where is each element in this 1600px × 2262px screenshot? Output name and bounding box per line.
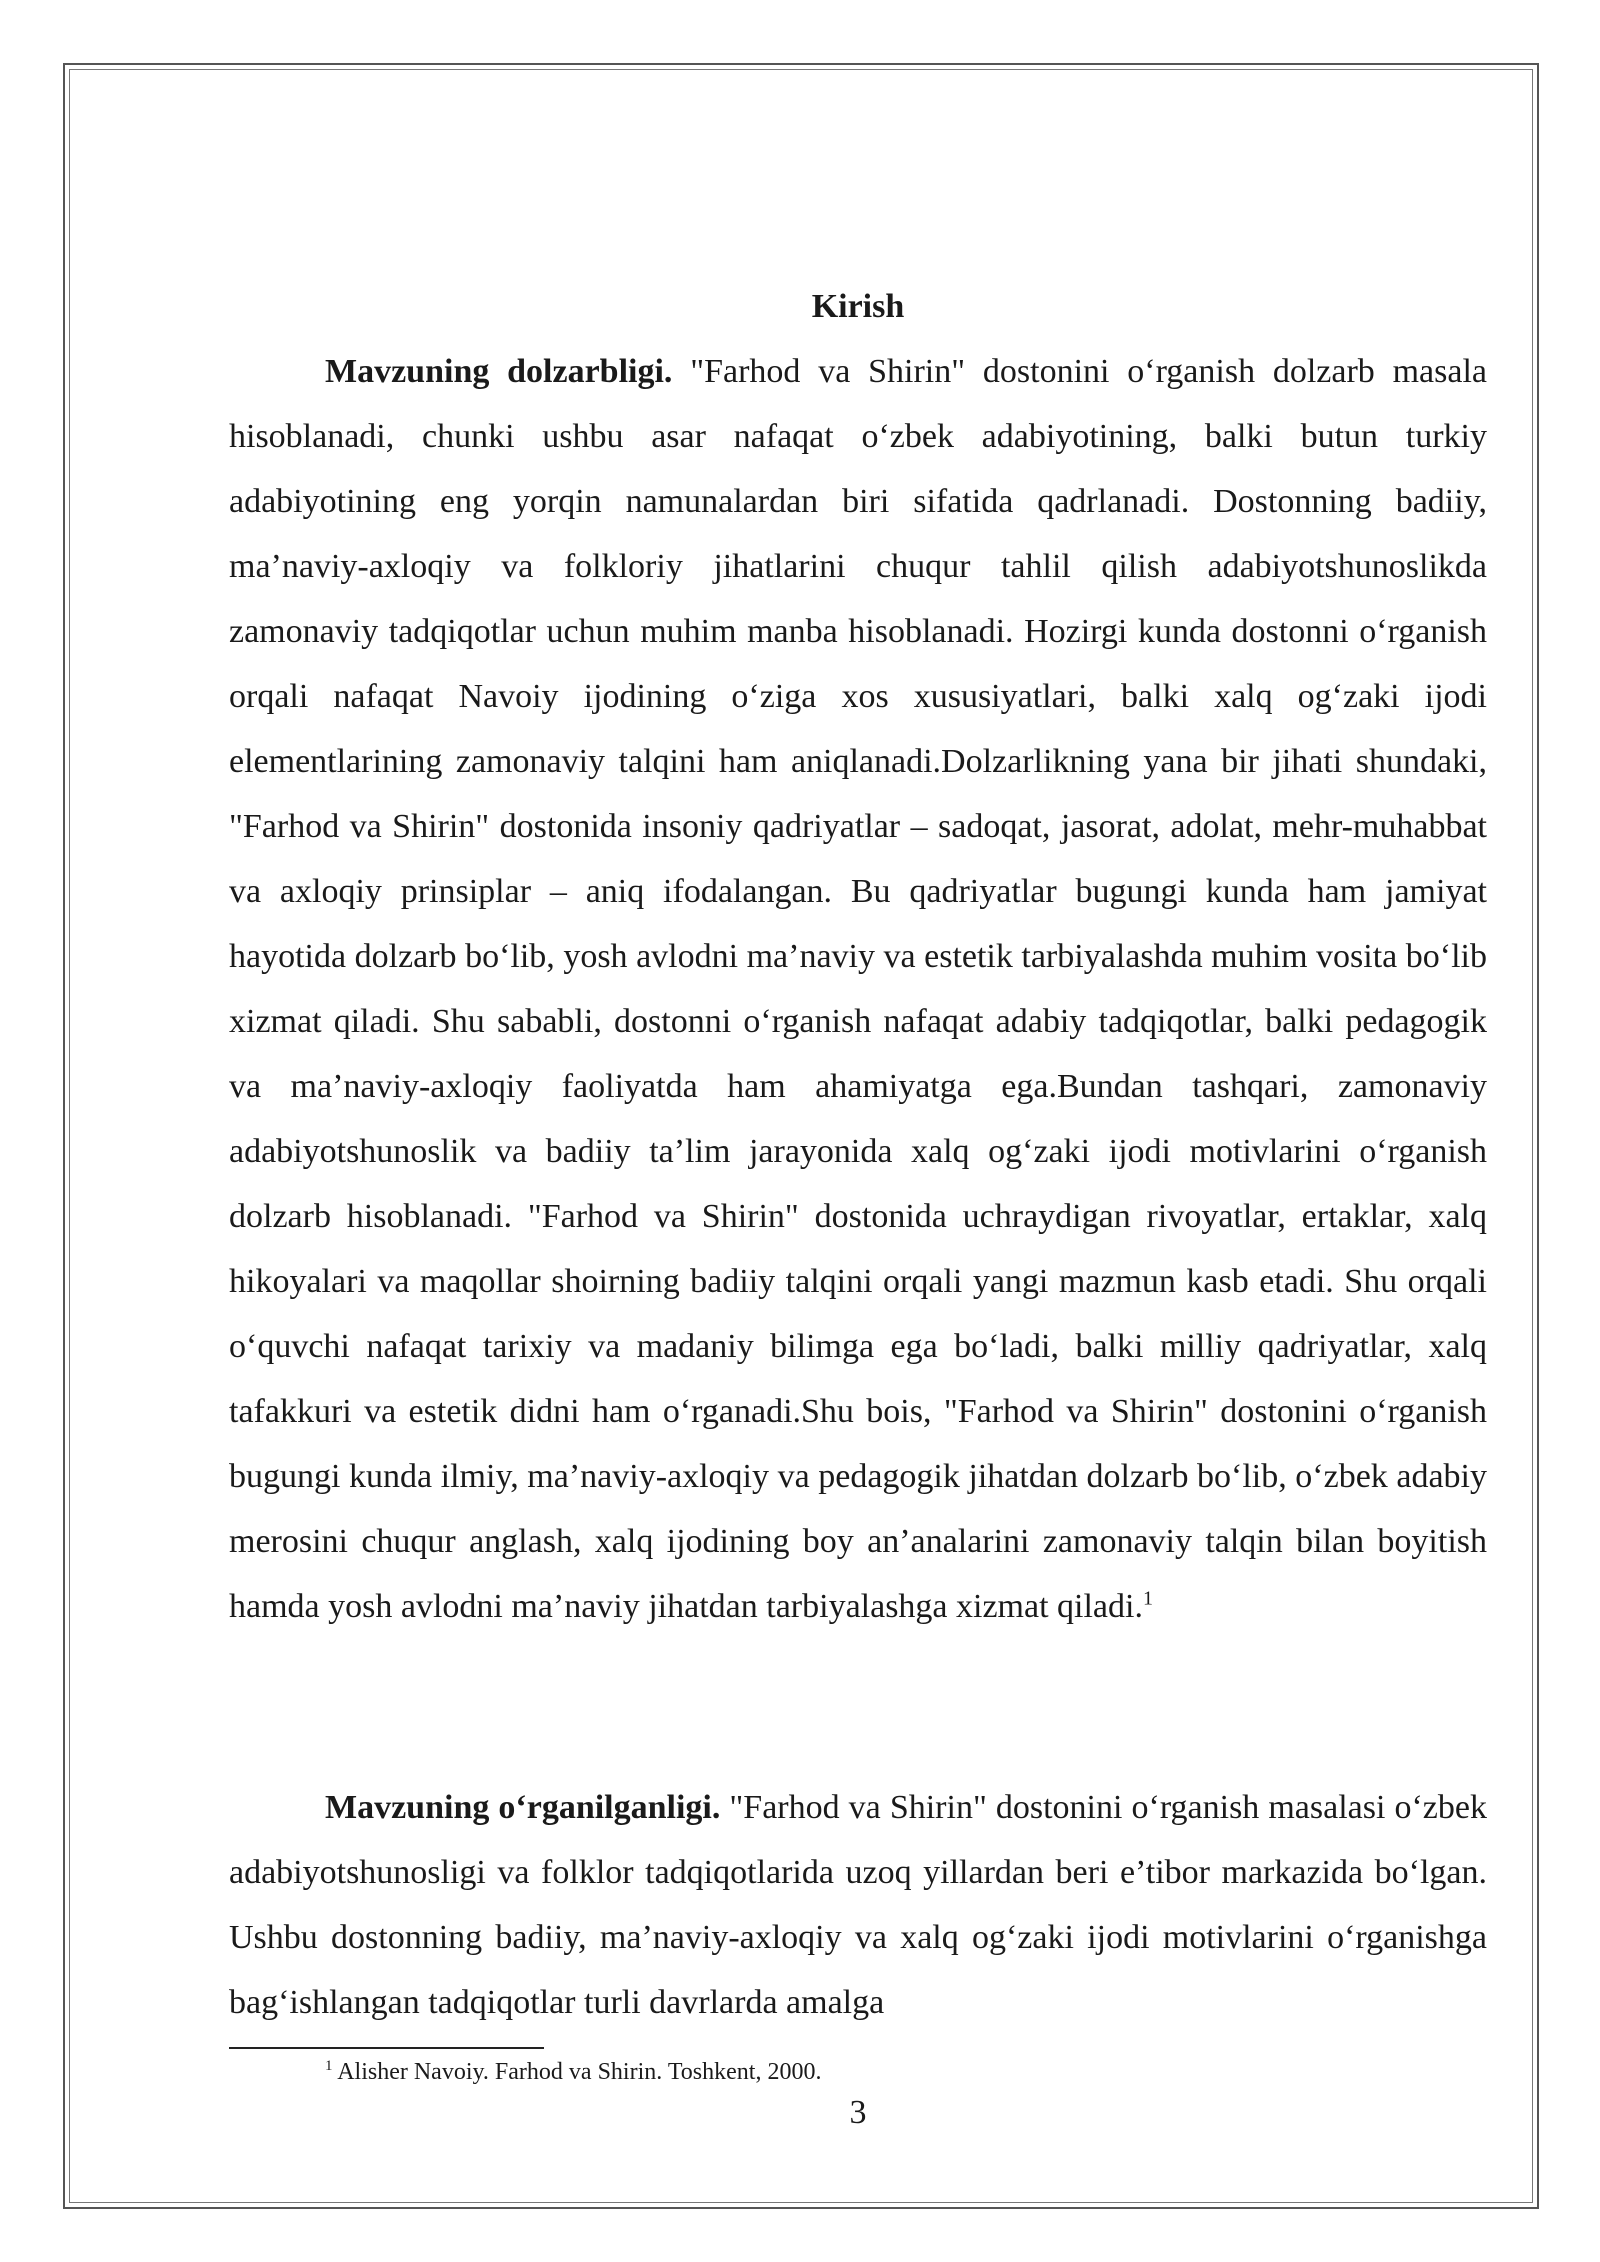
paragraph-body: "Farhod va Shirin" dostonini o‘rganish masalasi o‘zbek adabiyotshunosligi va folklor tadqiqotlarida uzoq yillardan beri e’tibor markazida bo‘lgan. Ushbu dostonning badiiy, ma’naviy-axloqiy va xalq og‘zaki ijodi motivlarini o‘rganishga bag‘ishlangan tadqiqotlar turli davrlarda amalga [229, 1789, 1487, 2021]
footnote-reference[interactable]: 1 [1142, 1587, 1153, 1610]
section-title: Kirish [811, 288, 905, 325]
footnote-text: Alisher Navoiy. Farhod va Shirin. Toshkent, 2000. [337, 2059, 822, 2085]
paragraph-lead: Mavzuning dolzarbligi. [325, 353, 673, 390]
paragraph-body: "Farhod va Shirin" dostonini o‘rganish dolzarb masala hisoblanadi, chunki ushbu asar nafaqat o‘zbek adabiyotining, balki butun turkiy adabiyotining eng yorqin namunalardan biri sifatida qadrlanadi. Dostonning badiiy, ma’naviy-axloqiy va folkloriy jihatlarini chuqur tahlil qilish adabiyotshunoslikda zamonaviy tadqiqotlar uchun muhim manba hisoblanadi. Hozirgi kunda dostonni o‘rganish orqali nafaqat Navoiy ijodining o‘ziga xos xususiyatlari, balki xalq og‘zaki ijodi elementlarining zamonaviy talqini ham aniqlanadi.Dolzarlikning yana bir jihati shundaki, "Farhod va Shirin" dostonida insoniy qadriyatlar – sadoqat, jasorat, adolat, mehr-muhabbat va axloqiy prinsiplar – aniq ifodalangan. Bu qadriyatlar bugungi kunda ham jamiyat hayotida dolzarb bo‘lib, yosh avlodni ma’naviy va estetik tarbiyalashda muhim vosita bo‘lib xizmat qiladi. Shu sababli, dostonni o‘rganish nafaqat adabiy tadqiqotlar, balki pedagogik va ma’naviy-axloqiy faoliyatda ham ahamiyatga ega.Bundan tashqari, zamonaviy adabiyotshunoslik va badiiy ta’lim jarayonida xalq og‘zaki ijodi motivlarini o‘rganish dolzarb hisoblanadi. "Farhod va Shirin" dostonida uchraydigan rivoyatlar, ertaklar, xalq hikoyalari va maqollar shoirning badiiy talqini orqali yangi mazmun kasb etadi. Shu orqali o‘quvchi nafaqat tarixiy va madaniy bilimga ega bo‘ladi, balki milliy qadriyatlar, xalq tafakkuri va estetik didni ham o‘rganadi.Shu bois, "Farhod va Shirin" dostonini o‘rganish bugungi kunda ilmiy, ma’naviy-axloqiy va pedagogik jihatdan dolzarb bo‘lib, o‘zbek adabiy merosini chuqur anglash, xalq ijodining boy an’analarini zamonaviy talqin bilan boyitish hamda yosh avlodni ma’naviy jihatdan tarbiyalashga xizmat qiladi. [229, 353, 1487, 1625]
paragraph-relevance [229, 339, 1487, 1639]
paragraph-lead: Mavzuning o‘rganilganligi. [325, 1789, 721, 1826]
footnote-separator [229, 2047, 544, 2049]
page-number: 3 [849, 2094, 867, 2131]
footnote-number: 1 [325, 2058, 333, 2074]
paragraph-studied [229, 1775, 1487, 2035]
footnote [325, 2054, 821, 2090]
